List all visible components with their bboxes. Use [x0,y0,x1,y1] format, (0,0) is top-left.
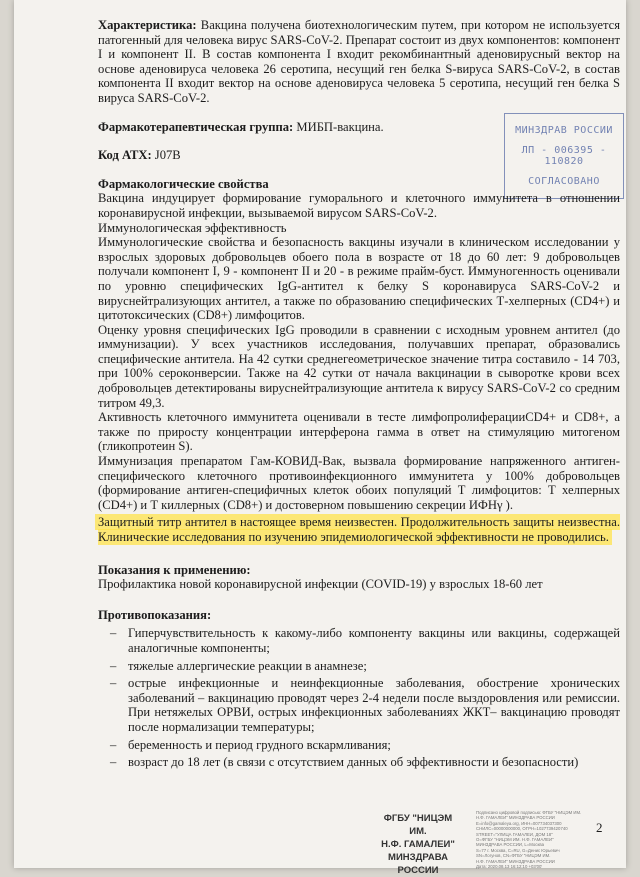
document-page [14,0,626,876]
signature-line: СНИЛС=00000000000, ОГРН=1027739420740 [476,826,568,832]
atc-heading: Код АТХ: [98,148,152,163]
list-item: – беременность и период грудного вскармливания; [128,738,620,753]
signature-line: Н.Ф. ГАМАЛЕИ" МИНЗДРАВА РОССИИ [476,815,555,821]
immunology-subheading: Иммунологическая эффективность [98,220,287,235]
contraindications-list [98,626,620,769]
pharm-group-paragraph [98,120,620,135]
org-line-2: Н.Ф. ГАМАЛЕИ" [381,839,455,850]
pharm-group-text: МИБП-вакцина. [296,119,384,134]
atc-text: J07B [154,148,181,163]
highlighted-paragraph [98,515,620,544]
characteristics-text: Вакцина получена биотехнологическим путем, при котором не используется патогенный для человека вирус SARS-CoV-2. Препарат состоит из двух компонентов: компонент I и компонент II. В состав компонента I входит рекомбинантный аденовирусный вектор на основе аденовируса человека 26 серотипа, несущий ген белка S-вируса SARS-CoV-2, в состав компонента II входит вектор на основе аденовируса человека 5 серотипа, несущий ген белка S вируса SARS-CoV-2. [98,18,620,105]
org-line-3: МИНЗДРАВА РОССИИ [388,852,448,876]
signature-line: O=ФГБУ "НИЦЭМ ИМ. Н.Ф. ГАМАЛЕИ" [476,836,554,842]
indications-heading-text: Показания к применению: [98,562,251,577]
page-footer [14,806,626,876]
org-line-1: ФГБУ "НИЦЭМ ИМ. [383,813,453,837]
pharm-group-heading: Фармакотерапевтическая группа: [98,119,294,134]
immunology-paragraph-2: Оценку уровня специфических IgG проводили в сравнении с исходным уровнем антител (до иммунизации). У всех участников исследования, получавших препарат, образовались специфические антитела. На 42 сутки среднегеометрическое значение титра составило - 14 703, при 100% сероконверсии. Также на 42 сутки от начала вакцинации в сыворотке крови всех добровольцев детектированы вируснейтрализующие антитела к вирусу SARS-CoV-2 со средним титром 49,3. [98,322,620,410]
contraindications-heading [98,608,620,623]
immunology-paragraph-3: Активность клеточного иммунитета оценивали в тесте лимфопролиферацииCD4+ и CD8+, а также по приросту концентрации интерферона гамма в ответ на стимуляцию митогеном (гликопротеин S). [98,410,620,454]
signature-line: E=info@gamaleya.org, ИНН=007734037300 [476,820,562,826]
immunology-paragraph-4: Иммунизация препаратом Гам-КОВИД-Вак, вызвала формирование напряженного антиген-специфического клеточного противоинфекционного иммунитета у 100% добровольцев (формирование антиген-специфичных клеток обоих популяций Т лимфоцитов: Т хелперных (CD4+) и Т киллерных (CD8+) и достоверном повышению секреции ИФНγ ). [98,454,620,512]
indications-text: Профилактика новой коронавирусной инфекции (COVID-19) у взрослых 18-60 лет [98,577,543,592]
characteristics-heading: Характеристика: [98,18,197,32]
characteristics-paragraph [98,18,620,106]
signature-line: Дата: 2020.08.13 16:12:10 +03'00' [476,863,543,869]
list-item: – возраст до 18 лет (в связи с отсутствием данных об эффективности и безопасности) [128,755,620,770]
pharmacology-intro: Вакцина индуцирует формирование гуморального и клеточного иммунитета в отношении коронавирусной инфекции, вызываемой вирусом SARS-CoV-2. [98,191,620,220]
page-number: 2 [596,820,603,835]
list-item: – тяжелые аллергические реакции в анамнезе; [128,659,620,674]
highlighted-text: Защитный титр антител в настоящее время неизвестен. Продолжительность защиты неизвестна. Клинические исследования по изучению эпидемиологической эффективности не проводились. [98,515,620,544]
digital-signature-block [476,810,586,869]
pharmacology-heading [98,177,620,192]
atc-paragraph [98,148,620,163]
signature-line: S=77 г. Москва, C=RU, G=Денис Юрьевич [476,847,560,853]
immunology-paragraph-1: Иммунологические свойства и безопасность вакцины изучали в клиническом исследовании у взрослых здоровых добровольцев обоего пола в возрасте от 18 до 60 лет: 9 добровольцев получали компонент I, 9 - компонент II и 20 - в режиме прайм-буст. Иммуногенность оценивали по уровню специфических IgG-антител к белку S коронавируса SARS-CoV-2 и вируснейтрализующих антител, а также по образованию специфических Т-хелперных (CD4+) и цитотоксических (CD8+) лимфоцитов. [98,235,620,323]
stamp-line-ministry: МИНЗДРАВ РОССИИ [515,125,613,136]
signature-line: МИНЗДРАВА РОССИИ, L=Москва [476,842,544,848]
indications-heading [98,563,620,578]
signature-line: SN=Логунов, CN=ФГБУ "НИЦЭМ ИМ. [476,853,551,859]
list-item: – острые инфекционные и неинфекционные заболевания, обострение хронических заболеваний – вакцинацию проводят через 2-4 недели после выздоровления или ремиссии. При нетяжелых ОРВИ, острых инфекционных заболеваниях ЖКТ– вакцинацию проводят после нормализации температуры; [128,676,620,734]
list-item: – Гиперчувствительность к какому-либо компоненту вакцины или вакцины, содержащей аналогичные компоненты; [128,626,620,655]
contraindications-heading-text: Противопоказания: [98,607,212,622]
signature-line: STREET="УЛИЦА ГАМАЛЕИ, ДОМ 18" [476,831,553,837]
signature-line: Подписано цифровой подписью: ФГБУ "НИЦЭМ ИМ. [476,810,582,815]
stamp-line-registration: ЛП - 006395 - 110820 [521,145,607,167]
document-body [98,18,620,773]
organization-name [378,812,458,877]
signature-line: Н.Ф. ГАМАЛЕИ" МИНЗДРАВА РОССИИ [476,858,555,864]
pharmacology-heading-text: Фармакологические свойства [98,176,269,191]
stamp-line-approved: СОГЛАСОВАНО [528,176,600,187]
